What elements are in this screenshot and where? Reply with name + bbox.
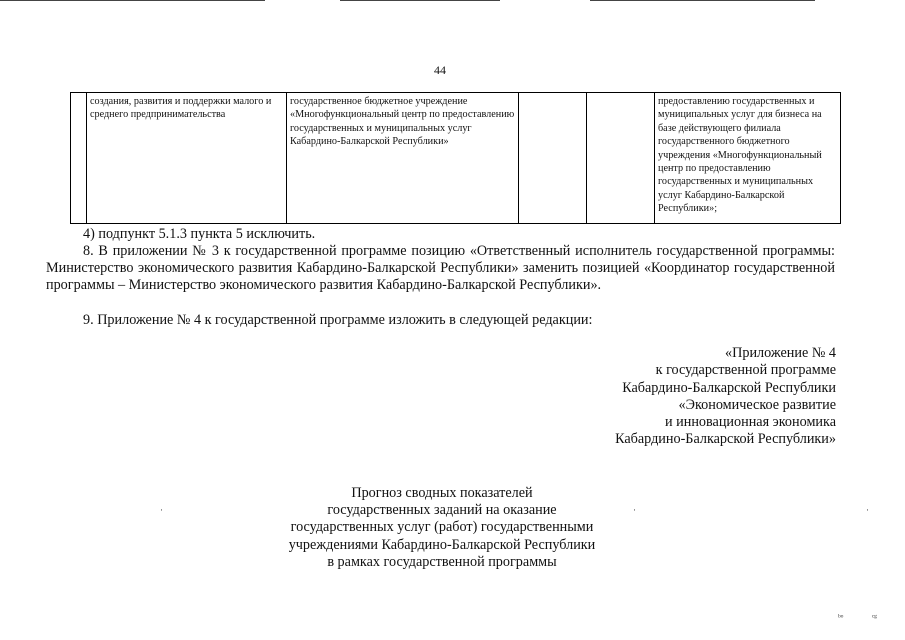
page-number: 44 bbox=[434, 63, 446, 77]
appendix-line: «Экономическое развитие bbox=[678, 396, 836, 413]
table-cell-executor: государственное бюджетное учреждение «Многофункциональный центр по предоставлению государственных и муниципальных услуг Кабардино-Балкарской Республики» bbox=[287, 93, 519, 224]
scan-speck: · bbox=[866, 505, 869, 515]
appendix-caption bbox=[506, 345, 836, 449]
paragraph-item-8: 8. В приложении № 3 к государственной программе позицию «Ответственный исполнитель государственной программы: Министерство экономического развития Кабардино-Балкарской Республики» заменить позицией «Координатор государственной программы – Министерство экономического развития Кабардино-Балкарской Республики». bbox=[46, 243, 835, 294]
paragraph-item-9: 9. Приложение № 4 к государственной программе изложить в следующей редакции: bbox=[83, 312, 593, 328]
scan-speck: ᵇᵒ bbox=[838, 612, 844, 622]
heading-line: государственных заданий на оказание bbox=[327, 502, 557, 519]
paragraph-item-4: 4) подпункт 5.1.3 пункта 5 исключить. bbox=[83, 226, 316, 242]
appendix-line: «Приложение № 4 bbox=[725, 345, 836, 361]
appendix-line: Кабардино-Балкарской Республики» bbox=[615, 431, 836, 448]
scan-speck: ᶜᵍ bbox=[872, 612, 878, 622]
appendix-line: к государственной программе bbox=[655, 362, 836, 379]
section-heading bbox=[252, 485, 632, 571]
top-rule-left bbox=[0, 0, 265, 1]
scan-speck: · bbox=[633, 505, 636, 515]
heading-line: Прогноз сводных показателей bbox=[351, 485, 533, 501]
top-rule-right bbox=[590, 0, 815, 1]
continued-table bbox=[70, 92, 841, 224]
table-cell-number bbox=[71, 93, 87, 224]
table-cell-start bbox=[519, 93, 587, 224]
table-cell-end bbox=[587, 93, 655, 224]
heading-line: в рамках государственной программы bbox=[327, 553, 557, 570]
appendix-line: и инновационная экономика bbox=[665, 414, 836, 431]
table-cell-goal: создания, развития и поддержки малого и среднего предпринимательства bbox=[87, 93, 287, 224]
heading-line: учреждениями Кабардино-Балкарской Республики bbox=[288, 536, 596, 553]
top-rule-middle bbox=[340, 0, 500, 1]
table-cell-result: предоставлению государственных и муниципальных услуг для бизнеса на базе действующего филиала государственного бюджетного учреждения «Многофункциональный центр по предоставлению государственных и муниципальных услуг Кабардино-Балкарской Республики»; bbox=[655, 93, 841, 224]
appendix-line: Кабардино-Балкарской Республики bbox=[622, 379, 836, 396]
scan-speck: · bbox=[160, 505, 163, 515]
table-row bbox=[71, 93, 841, 224]
heading-line: государственных услуг (работ) государственными bbox=[290, 519, 594, 536]
